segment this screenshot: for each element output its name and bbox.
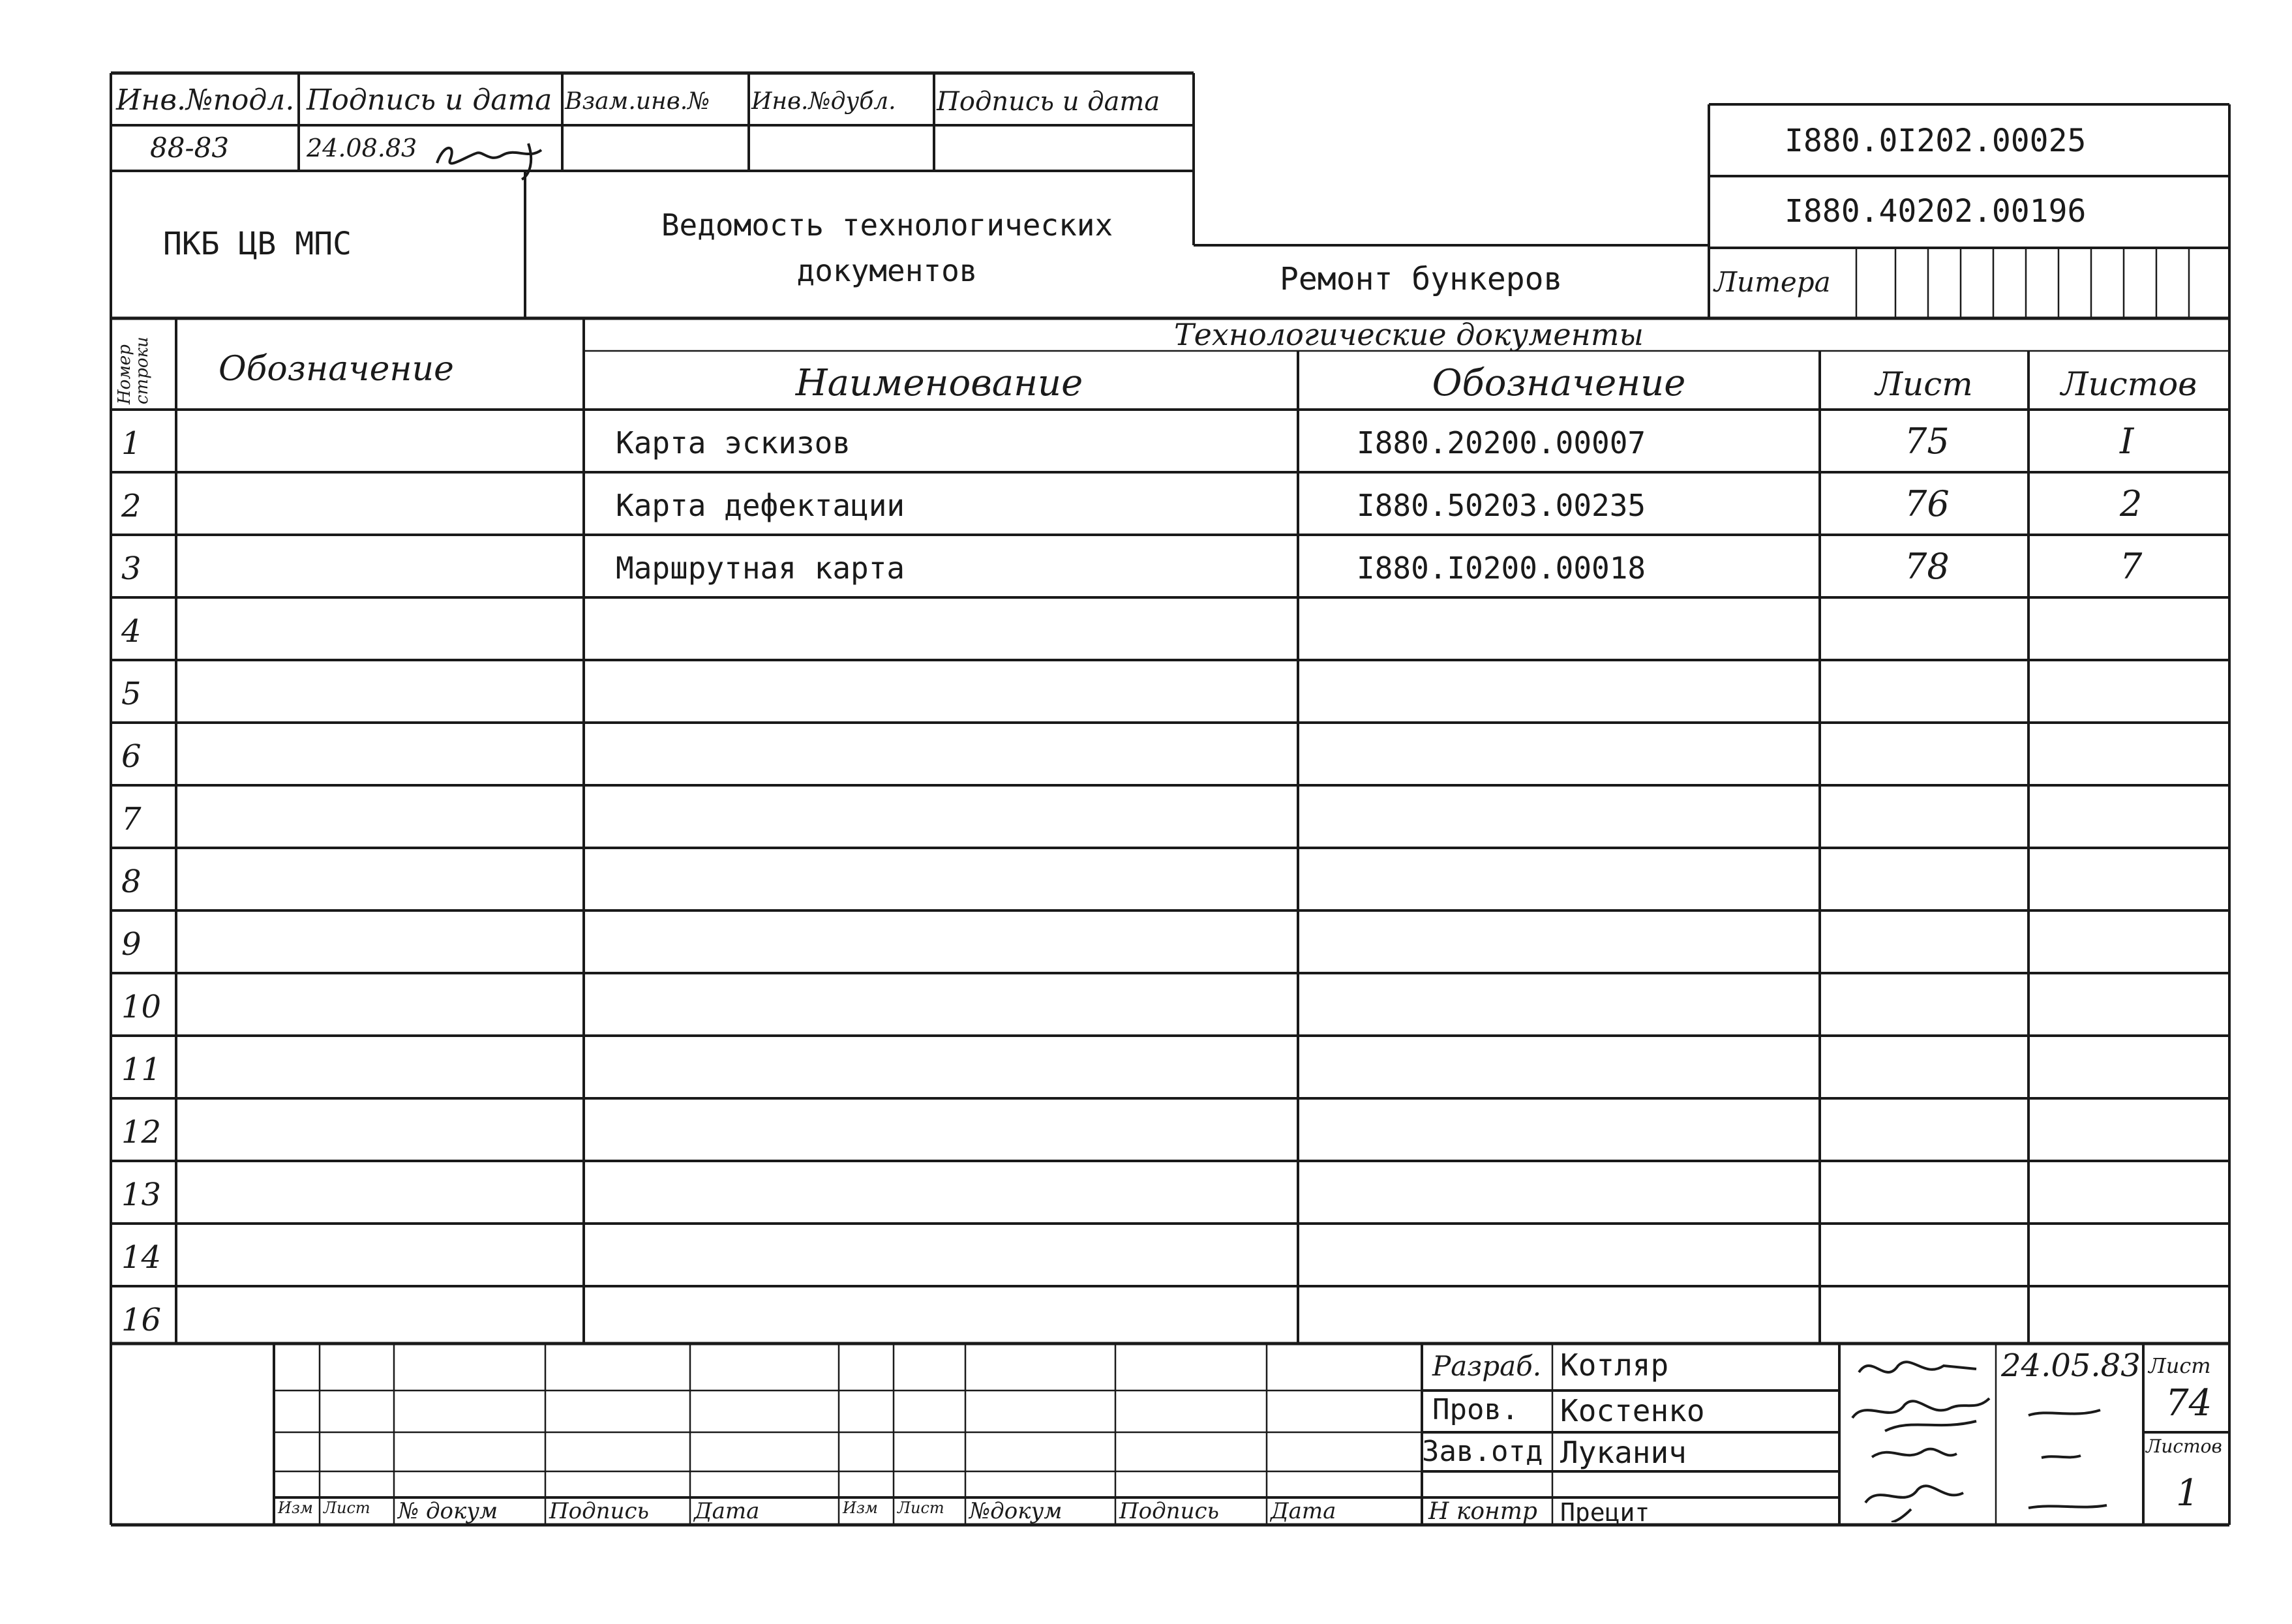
row-number: 5 — [121, 676, 142, 712]
row-number: 6 — [121, 738, 142, 775]
group-title-header: Технологические документы — [1174, 317, 1644, 352]
row-number: 10 — [121, 989, 162, 1025]
col-name-header: Наименование — [795, 362, 1083, 404]
revision-label: Подпись — [549, 1498, 650, 1524]
stamp-podpis-data-label: Подпись и дата — [307, 83, 552, 117]
col-row-number-header: Номер строки — [115, 337, 153, 404]
row-name: Карта эскизов — [616, 425, 851, 460]
col-designation-header: Обозначение — [219, 350, 454, 389]
col-sheets-header: Листов — [2060, 365, 2197, 403]
row-sheet: 75 — [1905, 421, 1950, 462]
row-designation: I880.20200.00007 — [1357, 425, 1646, 460]
col-sheet-header: Лист — [1875, 365, 1973, 403]
row-number: 4 — [121, 613, 142, 650]
row-number: 7 — [121, 801, 142, 837]
row-number: 3 — [121, 550, 142, 587]
date-dashes — [2009, 1396, 2139, 1520]
sheets-value: 1 — [2176, 1472, 2199, 1514]
stamp-inv-dubl-label: Инв.№дубл. — [751, 88, 896, 115]
sheet-value: 74 — [2165, 1382, 2212, 1424]
name-developer: Котляр — [1560, 1347, 1669, 1383]
revision-label: Изм — [843, 1499, 878, 1517]
code-primary: I880.0I202.00025 — [1785, 123, 2087, 159]
subject-title: Ремонт бункеров — [1280, 261, 1563, 297]
name-dept-head: Луканич — [1560, 1435, 1687, 1470]
row-number: 13 — [121, 1177, 162, 1213]
revision-label: Подпись — [1119, 1498, 1220, 1524]
name-checker: Костенко — [1560, 1393, 1705, 1428]
revision-label: Изм — [278, 1499, 313, 1517]
name-norm-control: Прецит — [1560, 1498, 1650, 1527]
approval-date: 24.05.83 — [2001, 1347, 2141, 1384]
revision-label: №докум — [969, 1498, 1063, 1524]
row-number: 16 — [121, 1302, 162, 1338]
role-checker: Пров. — [1432, 1393, 1519, 1426]
stamp-inv-podl-value: 88-83 — [150, 132, 230, 164]
org-name: ПКБ ЦВ МПС — [163, 226, 352, 262]
row-designation: I880.I0200.00018 — [1357, 550, 1646, 586]
doc-title-line1: Ведомость технологических — [661, 207, 1113, 243]
sheets-label: Листов — [2146, 1436, 2222, 1457]
row-number: 12 — [121, 1114, 162, 1150]
row-sheets: 7 — [2120, 546, 2143, 587]
row-name: Маршрутная карта — [616, 550, 905, 586]
row-number: 9 — [121, 926, 142, 963]
sheet-label: Лист — [2149, 1353, 2211, 1378]
role-norm-control: Н контр — [1428, 1498, 1537, 1525]
revision-label: Дата — [694, 1498, 760, 1524]
stamp-signature — [430, 130, 561, 183]
revision-label: Лист — [324, 1499, 370, 1517]
litera-label: Литера — [1714, 266, 1831, 298]
row-number: 2 — [121, 488, 142, 524]
stamp-podpis-data-value: 24.08.83 — [307, 134, 417, 162]
row-designation: I880.50203.00235 — [1357, 488, 1646, 523]
row-sheet: 78 — [1905, 546, 1950, 587]
row-name: Карта дефектации — [616, 488, 905, 523]
col-doc-designation-header: Обозначение — [1432, 362, 1686, 404]
stamp-inv-podl-label: Инв.№подл. — [116, 83, 295, 117]
row-number: 8 — [121, 864, 142, 900]
stamp-podpis-data2-label: Подпись и дата — [937, 87, 1160, 117]
role-developer: Разраб. — [1432, 1350, 1542, 1382]
row-sheet: 76 — [1905, 483, 1950, 524]
row-number: 1 — [121, 425, 142, 462]
revision-label: Лист — [897, 1499, 944, 1517]
stamp-vzam-inv-label: Взам.инв.№ — [565, 88, 710, 115]
row-number: 14 — [121, 1239, 162, 1276]
code-secondary: I880.40202.00196 — [1785, 193, 2087, 230]
revision-label: № докум — [398, 1498, 498, 1524]
role-dept-head: Зав.отд — [1422, 1435, 1543, 1468]
revision-label: Дата — [1271, 1498, 1336, 1524]
row-sheets: 2 — [2120, 483, 2143, 524]
approval-signatures — [1846, 1346, 1996, 1522]
row-sheets: I — [2120, 421, 2134, 462]
row-number: 11 — [121, 1051, 162, 1088]
doc-title-line2: документов — [796, 253, 978, 288]
